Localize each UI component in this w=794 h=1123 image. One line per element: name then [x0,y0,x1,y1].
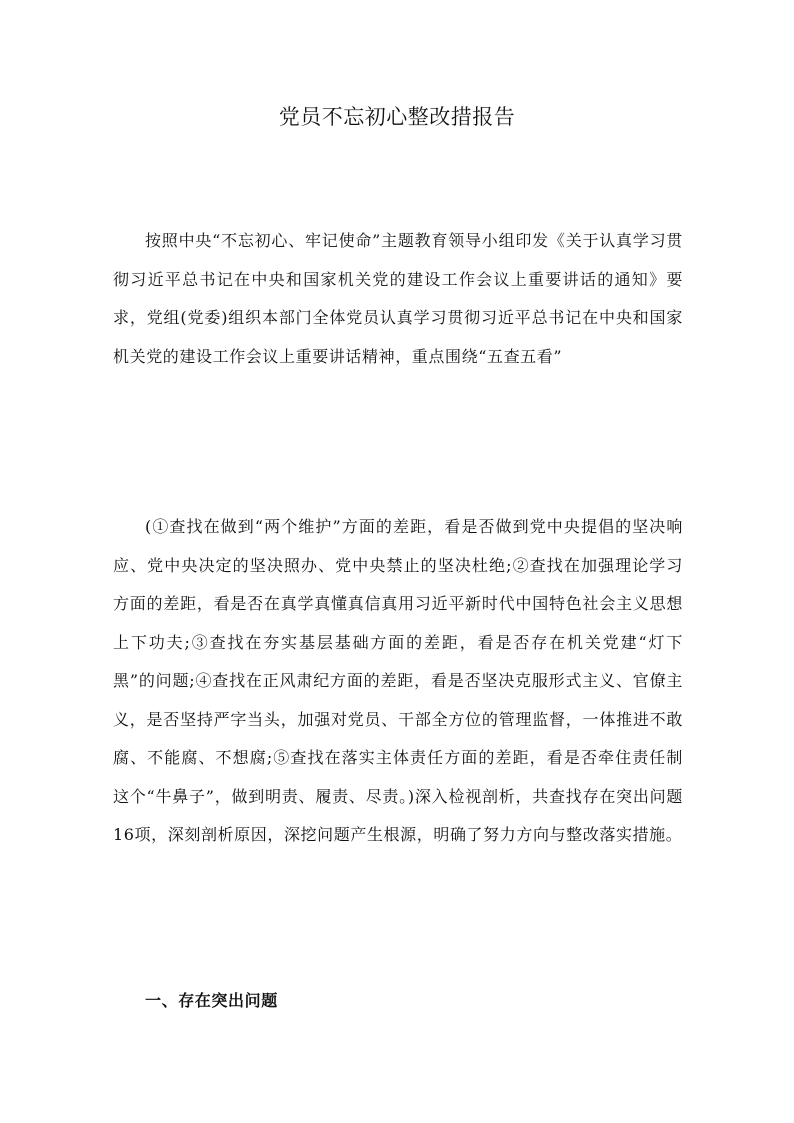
section-heading-problems: 一、存在突出问题 [145,991,278,1010]
intro-paragraph: 按照中央“不忘初心、牢记使命”主题教育领导小组印发《关于认真学习贯彻习近平总书记在中央和国家机关党的建设工作会议上重要讲话的通知》要求，党组(党委)组织本部门全体党员认真学习贯彻习近平总书记在中央和国家机关党的建设工作会议上重要讲话精神，重点围绕“五查五看” [113,231,683,366]
five-checks-paragraph: (①查找在做到“两个维护”方面的差距，看是否做到党中央提倡的坚决响应、党中央决定的坚决照办、党中央禁止的坚决杜绝;②查找在加强理论学习方面的差距，看是否在真学真懂真信真用习近平新时代中国特色社会主义思想上下功夫;③查找在夯实基层基础方面的差距，看是否存在机关党建“灯下黑”的问题;④查找在正风肃纪方面的差距，看是否坚决克服形式主义、官僚主义，是否坚持严字当头，加强对党员、干部全方位的管理监督，一体推进不敢腐、不能腐、不想腐;⑤查找在落实主体责任方面的差距，看是否牵住责任制这个“牛鼻子”，做到明责、履责、尽责。)深入检视剖析，共查找存在突出问题16项，深刻剖析原因，深挖问题产生根源，明确了努力方向与整改落实措施。 [113,517,683,844]
document-title: 党员不忘初心整改措报告 [278,105,516,129]
